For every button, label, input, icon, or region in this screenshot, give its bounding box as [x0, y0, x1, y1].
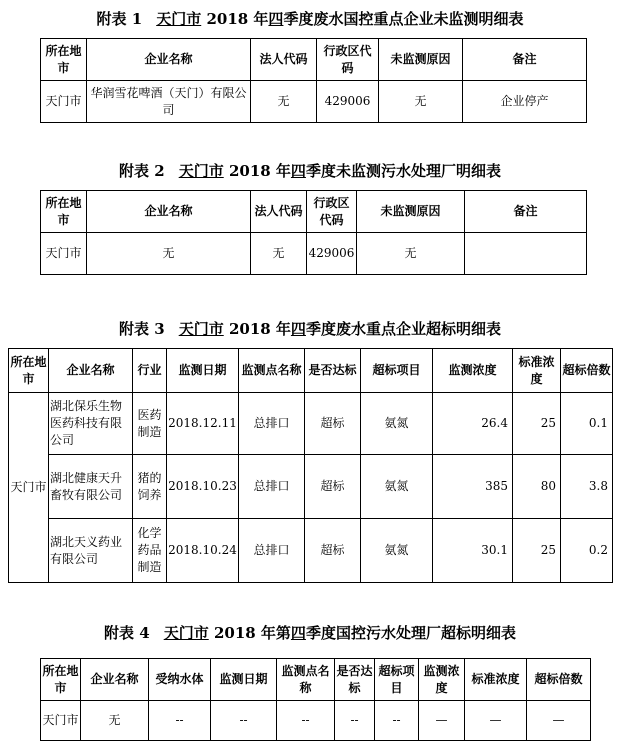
- table3-cell: 30.1: [433, 519, 513, 583]
- table1-header: 法人代码: [251, 39, 317, 81]
- table3-cell: 385: [433, 455, 513, 519]
- table-row: [41, 81, 587, 123]
- table1-header: 未监测原因: [379, 39, 463, 81]
- table4-header: 监测点名称: [277, 659, 335, 701]
- table3-city: 天门市: [178, 320, 224, 338]
- table1-header: 备注: [463, 39, 587, 81]
- table3-cell: 氨氮: [361, 393, 433, 455]
- table2-city: 天门市: [178, 162, 224, 180]
- table2-prefix: 附表 2: [119, 162, 165, 180]
- table3-prefix: 附表 3: [119, 320, 165, 338]
- table4-header: 监测浓度: [419, 659, 465, 701]
- table3-cell: 2018.10.24: [167, 519, 239, 583]
- table1-cell: 429006: [317, 81, 379, 123]
- table4-cell: —: [465, 701, 527, 741]
- table3-cell: 26.4: [433, 393, 513, 455]
- table3-cell: 湖北健康天升畜牧有限公司: [49, 455, 133, 519]
- table4-header: 是否达标: [335, 659, 375, 701]
- table2-header-row: [41, 191, 587, 233]
- table3-cell: 总排口: [239, 455, 305, 519]
- table4-prefix: 附表 4: [104, 624, 150, 642]
- table3-cell: 湖北保乐生物医药科技有限公司: [49, 393, 133, 455]
- table3: [8, 348, 613, 583]
- table4-title: [0, 622, 620, 643]
- table4-cell: --: [211, 701, 277, 741]
- table2-quarter: 四: [290, 162, 306, 180]
- table1-city: 天门市: [156, 10, 202, 28]
- table3-quarter: 四: [290, 320, 306, 338]
- table-row: [41, 701, 591, 741]
- table4-header: 超标项目: [375, 659, 419, 701]
- table1-prefix: 附表 1: [96, 10, 143, 28]
- table-row: [9, 519, 613, 583]
- table2-header: 备注: [465, 191, 587, 233]
- table2-title: [0, 160, 620, 181]
- table2: [40, 190, 587, 275]
- table3-cell: 氨氮: [361, 519, 433, 583]
- table3-cell: 25: [513, 393, 561, 455]
- table4: [40, 658, 591, 741]
- table1-year: 2018 年: [201, 10, 269, 28]
- table3-header: 行业: [133, 349, 167, 393]
- table1-cell: 企业停产: [463, 81, 587, 123]
- table3-cell: 医药制造: [133, 393, 167, 455]
- table3-header: 标准浓度: [513, 349, 561, 393]
- table2-header: 法人代码: [251, 191, 307, 233]
- table2-header: 未监测原因: [357, 191, 465, 233]
- table4-cell: --: [335, 701, 375, 741]
- table4-cell: —: [527, 701, 591, 741]
- table3-header: 监测浓度: [433, 349, 513, 393]
- table3-city-cell: 天门市: [9, 393, 49, 583]
- table1-header: 行政区代码: [317, 39, 379, 81]
- table4-header: 标准浓度: [465, 659, 527, 701]
- table2-header: 所在地市: [41, 191, 87, 233]
- table3-header: 监测点名称: [239, 349, 305, 393]
- table2-cell: 无: [251, 233, 307, 275]
- table4-header-row: [41, 659, 591, 701]
- table4-quarter: 四: [290, 624, 306, 642]
- table3-cell: 3.8: [561, 455, 613, 519]
- table3-title-rest: 季度废水重点企业超标明细表: [305, 320, 501, 338]
- table4-header: 企业名称: [81, 659, 149, 701]
- table3-cell: 2018.12.11: [167, 393, 239, 455]
- table4-header: 超标倍数: [527, 659, 591, 701]
- table2-cell: 无: [87, 233, 251, 275]
- table4-header: 受纳水体: [149, 659, 211, 701]
- table2-year: 2018 年: [223, 162, 291, 180]
- table1-cell: 天门市: [41, 81, 87, 123]
- table3-header: 超标倍数: [561, 349, 613, 393]
- table3-header: 所在地市: [9, 349, 49, 393]
- table1-cell: 无: [251, 81, 317, 123]
- table3-header: 监测日期: [167, 349, 239, 393]
- table1-title-rest: 季度废水国控重点企业未监测明细表: [283, 10, 524, 28]
- table3-cell: 80: [513, 455, 561, 519]
- table-row: [41, 233, 587, 275]
- table3-header: 企业名称: [49, 349, 133, 393]
- table4-city: 天门市: [163, 624, 209, 642]
- table3-cell: 0.1: [561, 393, 613, 455]
- table3-header-row: [9, 349, 613, 393]
- table-row: [9, 393, 613, 455]
- table2-cell: 429006: [307, 233, 357, 275]
- table2-header: 企业名称: [87, 191, 251, 233]
- table-row: [9, 455, 613, 519]
- table4-year: 2018 年第: [208, 624, 291, 642]
- table1-header: 企业名称: [87, 39, 251, 81]
- table1-cell: 无: [379, 81, 463, 123]
- table1-cell: 华润雪花啤酒（天门）有限公司: [87, 81, 251, 123]
- table2-cell: 天门市: [41, 233, 87, 275]
- table3-cell: 总排口: [239, 393, 305, 455]
- table3-cell: 化学药品制造: [133, 519, 167, 583]
- table1-header-row: [41, 39, 587, 81]
- table2-cell: 无: [357, 233, 465, 275]
- table1-quarter: 四: [268, 10, 284, 28]
- table2-title-rest: 季度未监测污水处理厂明细表: [305, 162, 501, 180]
- table1: [40, 38, 587, 123]
- table4-cell: 无: [81, 701, 149, 741]
- table4-header: 所在地市: [41, 659, 81, 701]
- table3-cell: 氨氮: [361, 455, 433, 519]
- table1-title: [0, 8, 620, 29]
- table3-year: 2018 年: [223, 320, 291, 338]
- table3-cell: 超标: [305, 393, 361, 455]
- table3-cell: 25: [513, 519, 561, 583]
- table4-cell: —: [419, 701, 465, 741]
- table3-cell: 超标: [305, 455, 361, 519]
- table4-cell: 天门市: [41, 701, 81, 741]
- table4-title-rest: 季度国控污水处理厂超标明细表: [305, 624, 516, 642]
- table3-cell: 超标: [305, 519, 361, 583]
- table3-cell: 猪的饲养: [133, 455, 167, 519]
- table3-cell: 总排口: [239, 519, 305, 583]
- table2-header: 行政区代码: [307, 191, 357, 233]
- table1-header: 所在地市: [41, 39, 87, 81]
- table4-cell: --: [375, 701, 419, 741]
- table3-cell: 湖北天义药业有限公司: [49, 519, 133, 583]
- table3-cell: 2018.10.23: [167, 455, 239, 519]
- table2-cell: [465, 233, 587, 275]
- table4-cell: --: [149, 701, 211, 741]
- table3-header: 是否达标: [305, 349, 361, 393]
- table4-header: 监测日期: [211, 659, 277, 701]
- table4-cell: --: [277, 701, 335, 741]
- table3-cell: 0.2: [561, 519, 613, 583]
- table3-title: [0, 318, 620, 339]
- table3-header: 超标项目: [361, 349, 433, 393]
